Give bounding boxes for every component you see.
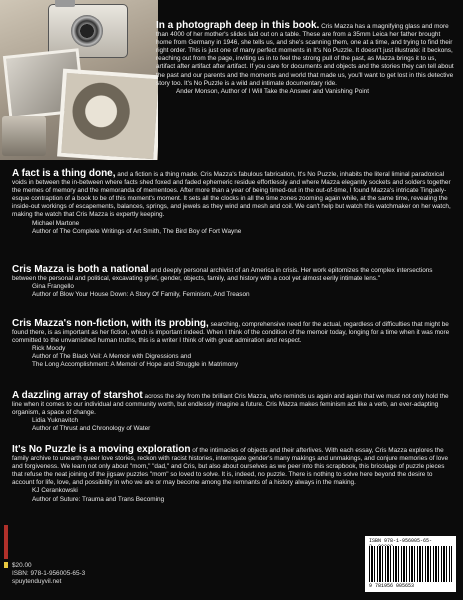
blurb-attribution-title: Author of Blow Your House Down: A Story Of Family, Feminism, And Treason	[32, 291, 250, 299]
blurb-lead: Cris Mazza's non-fiction, with its probing,	[12, 318, 209, 329]
blurb-attribution: Michael Martone	[32, 219, 80, 227]
blurb-5	[12, 392, 452, 433]
blurb-attribution: Ander Monson, Author of I Will Take the Answer and Vanishing Point	[176, 87, 370, 95]
blurb-body: searching, comprehensive need for the actual, regardless of difficulties that might be found there, is as important as her fiction, which is important indeed. When I think of the condition of the memoir today, longing for a time when it was more committed to the unvarnished human truths, this is a writer I think of with great admiration and respect.	[12, 321, 450, 345]
blurb-4	[12, 320, 452, 370]
blurb-body: Cris Mazza has a magnifying glass and more than 4000 of her mother's slides laid out on a table. These are from a 35mm Leica her father brought home from Germany in 1946, she tells us, and she's scanning them, one at a time, and trying to find their right order. This is just one of many perfect moments in It's No Puzzle. It doesn't just illustrate: it beckons, reaching out from the page, inviting us in to feel the strong pull of the past, as Mazza brings it to us, artifact after artifact after artifact. If you care for documents and objects and the stories they can tell about the past and our parents and the moments and world that made us, you'll want to get lost in this detective story too. It's No Puzzle is a wild and intimate documentary ride.	[156, 23, 454, 87]
blurb-attribution-title: Author of The Complete Writings of Art Smith, The Bird Boy of Fort Wayne	[32, 227, 242, 235]
blurb-attribution: Lidia Yuknavitch	[32, 417, 79, 425]
blurb-body: and deeply personal archivist of an America in crisis. Her work epitomizes the complex intersections between the personal and political, excavating grief, gender, objects, family, and history with a cool yet almost eerily intimate lens."	[12, 267, 433, 283]
blurb-attribution-title: Author of Suture: Trauma and Trans Becoming	[32, 495, 165, 503]
price-block	[12, 562, 85, 586]
cover-photo	[0, 0, 158, 160]
blurb-2	[12, 170, 452, 236]
blurb-attribution-title: Author of Thrust and Chronology of Water	[32, 425, 151, 433]
blurb-attribution: KJ Cerankowski	[32, 487, 78, 495]
barcode-digits: 9 781956 005653	[369, 583, 415, 589]
blurb-attribution-title: Author of The Black Veil: A Memoir with Digressions and	[32, 353, 192, 361]
publisher-logo-accent	[4, 562, 8, 568]
isbn-text: ISBN: 978-1-956005-65-3	[12, 570, 86, 577]
blurb-lead: Cris Mazza is both a national	[12, 264, 149, 275]
blurb-3	[12, 266, 452, 299]
blurb-attribution: Rick Moody	[32, 345, 66, 353]
publisher-logo	[4, 525, 8, 559]
blurb-lead: A fact is a thing done,	[12, 168, 116, 179]
publisher-url: spuytenduyvil.net	[12, 578, 62, 585]
blurb-attribution: Gina Frangello	[32, 283, 74, 291]
blurb-lead: In a photograph deep in this book.	[156, 20, 320, 31]
blurb-lead: A dazzling array of starshot	[12, 390, 143, 401]
portrait-photo-print	[57, 69, 158, 160]
barcode	[365, 536, 456, 592]
barcode-isbn: ISBN 978-1-956005-65-	[369, 538, 456, 550]
blurb-attribution-title: The Long Accomplishment: A Memoir of Hope and Struggle in Matrimony	[32, 361, 239, 369]
barcode-bars	[369, 546, 452, 582]
blurb-1	[156, 22, 454, 96]
blurb-body: of the intimacies of objects and their afterlives. With each essay, Cris Mazza explores the family archive to unearth queer love stories, reckon with racist histories, interrogate gender's many makings and unmakings, and conjure memories of love and forgiveness. We learn not only about "mom," "dad," and Cris, but also about ourselves as we peer into this scrapbook, this bricolage of puzzle pieces that refuse the neat joining of the jigsaw puzzles "mom" so loved to solve. It is, indeed, no puzzle. There is nothing to solve here beyond the desire to account for life, love, and possibility in who we are or may become among the remnants of a history always in the making.	[12, 447, 448, 487]
blurb-lead: It's No Puzzle is a moving exploration	[12, 444, 191, 455]
blurb-body: across the sky from the brilliant Cris Mazza, who reminds us again and again that we must not only hold the line when it comes to our individual and community worth, but endlessly imagine a future. Cris Mazza makes feminism act like a verb, an ever-adapting organism, a space of change.	[12, 393, 449, 417]
slide-viewer-image	[2, 116, 46, 156]
price: $20.00	[12, 562, 32, 569]
blurb-6	[12, 446, 452, 504]
blurb-body: and a fiction is a thing made. Cris Mazza's fabulous fabrication, It's No Puzzle, inhabits the literal liminal paradoxical voids in between the in-between where facts shed foxed and faded ephemeric residue effortlessly and where Mazza elegantly sockets and solders together the memes of memory and the memoranda of mementoes. After more than a year of being timed-out in the out-of-time, I found Mazza's intricate Tinguely-esque contraption of a book to be of this moment's moment. It sets all the clocks in all the time zones zooming again while, at the same time, revealing the inside-out workings of escapements, balances, springs, and jewels as they wind and mesh and coil. We can't help but watch this watchmaker on her watch, making the watch that Cris Mazza is expertly keeping.	[12, 171, 451, 219]
